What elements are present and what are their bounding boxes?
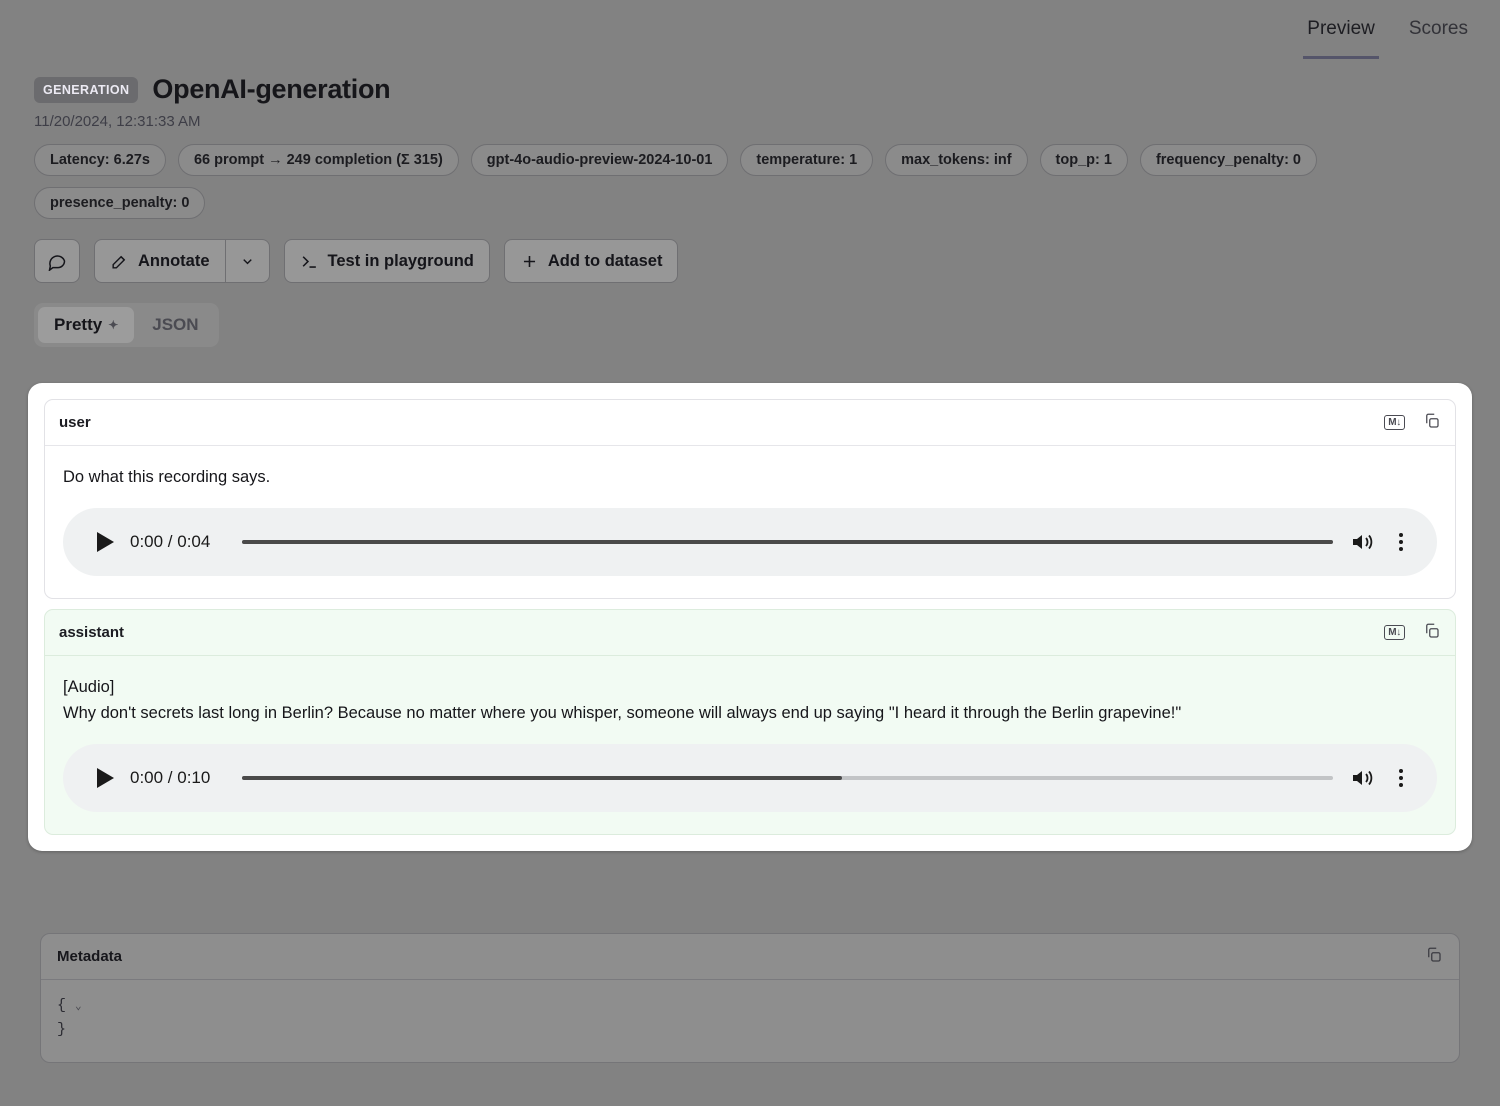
metadata-close-brace: }	[57, 1021, 67, 1038]
metadata-title: Metadata	[57, 948, 123, 965]
audio-progress-user[interactable]	[242, 540, 1333, 544]
audio-time-user: 0:00 / 0:04	[130, 532, 211, 552]
test-in-playground-label: Test in playground	[327, 251, 474, 270]
audio-progress-assistant[interactable]	[242, 776, 1333, 780]
chip-tokens: 66 prompt → 249 completion (Σ 315)	[178, 144, 459, 176]
play-icon[interactable]	[97, 768, 114, 788]
copy-icon[interactable]	[1423, 622, 1441, 644]
view-json-label: JSON	[152, 315, 199, 334]
message-assistant-role: assistant	[59, 624, 125, 642]
comment-button[interactable]	[34, 239, 80, 283]
message-assistant-body	[45, 656, 1455, 834]
test-in-playground-button[interactable]	[284, 239, 490, 283]
annotate-button-group	[94, 239, 270, 283]
chevron-down-icon[interactable]: ⌄	[75, 1001, 82, 1013]
audio-player-assistant	[63, 744, 1437, 812]
message-assistant-audio-tag: [Audio]	[63, 678, 115, 697]
chip-presence-penalty: presence_penalty: 0	[34, 187, 205, 219]
copy-icon[interactable]	[1425, 946, 1443, 968]
message-assistant	[44, 609, 1456, 835]
page-title: OpenAI-generation	[152, 74, 391, 104]
tab-scores[interactable]: Scores	[1408, 18, 1468, 39]
view-json-button[interactable]	[136, 307, 214, 343]
generation-type-badge: GENERATION	[34, 77, 138, 103]
message-assistant-header-icons	[1384, 622, 1441, 644]
message-user-header	[45, 400, 1455, 446]
plus-icon	[520, 252, 539, 271]
add-to-dataset-button[interactable]	[504, 239, 679, 283]
chip-model: gpt-4o-audio-preview-2024-10-01	[471, 144, 729, 176]
metadata-chips	[34, 144, 1354, 219]
message-user	[44, 399, 1456, 599]
message-assistant-header	[45, 610, 1455, 656]
messages-card	[28, 383, 1472, 851]
message-user-header-icons	[1384, 412, 1441, 434]
title-row	[34, 74, 1472, 105]
annotate-button[interactable]	[94, 239, 226, 283]
metadata-json	[41, 980, 1459, 1062]
view-pretty-button[interactable]	[38, 307, 134, 343]
volume-icon[interactable]	[1349, 767, 1375, 789]
tab-preview[interactable]: Preview	[1303, 0, 1379, 59]
message-user-body	[45, 446, 1455, 598]
metadata-panel	[40, 933, 1460, 1063]
comment-icon	[47, 251, 67, 271]
sparkle-icon: ✦	[108, 318, 119, 332]
kebab-menu-icon[interactable]	[1391, 533, 1411, 551]
view-format-toggle	[34, 303, 219, 347]
tab-bar	[0, 0, 1500, 60]
annotate-label: Annotate	[138, 251, 210, 270]
action-bar	[34, 239, 1472, 283]
chevron-down-icon	[240, 254, 255, 269]
markdown-icon[interactable]: M↓	[1384, 415, 1405, 430]
chip-max-tokens: max_tokens: inf	[885, 144, 1027, 176]
audio-time-assistant: 0:00 / 0:10	[130, 768, 211, 788]
chip-temperature: temperature: 1	[740, 144, 873, 176]
timestamp: 11/20/2024, 12:31:33 AM	[34, 113, 201, 130]
pencil-icon	[110, 252, 129, 271]
kebab-menu-icon[interactable]	[1391, 769, 1411, 787]
chip-latency: Latency: 6.27s	[34, 144, 166, 176]
terminal-icon	[300, 252, 319, 271]
message-user-role: user	[59, 414, 91, 431]
chip-frequency-penalty: frequency_penalty: 0	[1140, 144, 1317, 176]
volume-icon[interactable]	[1349, 531, 1375, 553]
markdown-icon[interactable]: M↓	[1384, 625, 1405, 640]
header	[34, 74, 1472, 347]
metadata-header	[41, 934, 1459, 980]
metadata-open-brace: {	[57, 997, 67, 1014]
play-icon[interactable]	[97, 532, 114, 552]
message-user-text: Do what this recording says.	[63, 468, 271, 486]
annotate-dropdown-button[interactable]	[226, 239, 270, 283]
chip-top-p: top_p: 1	[1040, 144, 1128, 176]
message-assistant-text: Why don't secrets last long in Berlin? Because no matter where you whisper, someone will always end up saying "I heard it through the Berlin grapevine!"	[63, 704, 1182, 723]
metadata-open-brace-row	[57, 994, 1443, 1018]
view-pretty-label: Pretty	[54, 315, 103, 334]
add-to-dataset-label: Add to dataset	[547, 251, 663, 270]
copy-icon[interactable]	[1423, 412, 1441, 434]
audio-player-user	[63, 508, 1437, 576]
